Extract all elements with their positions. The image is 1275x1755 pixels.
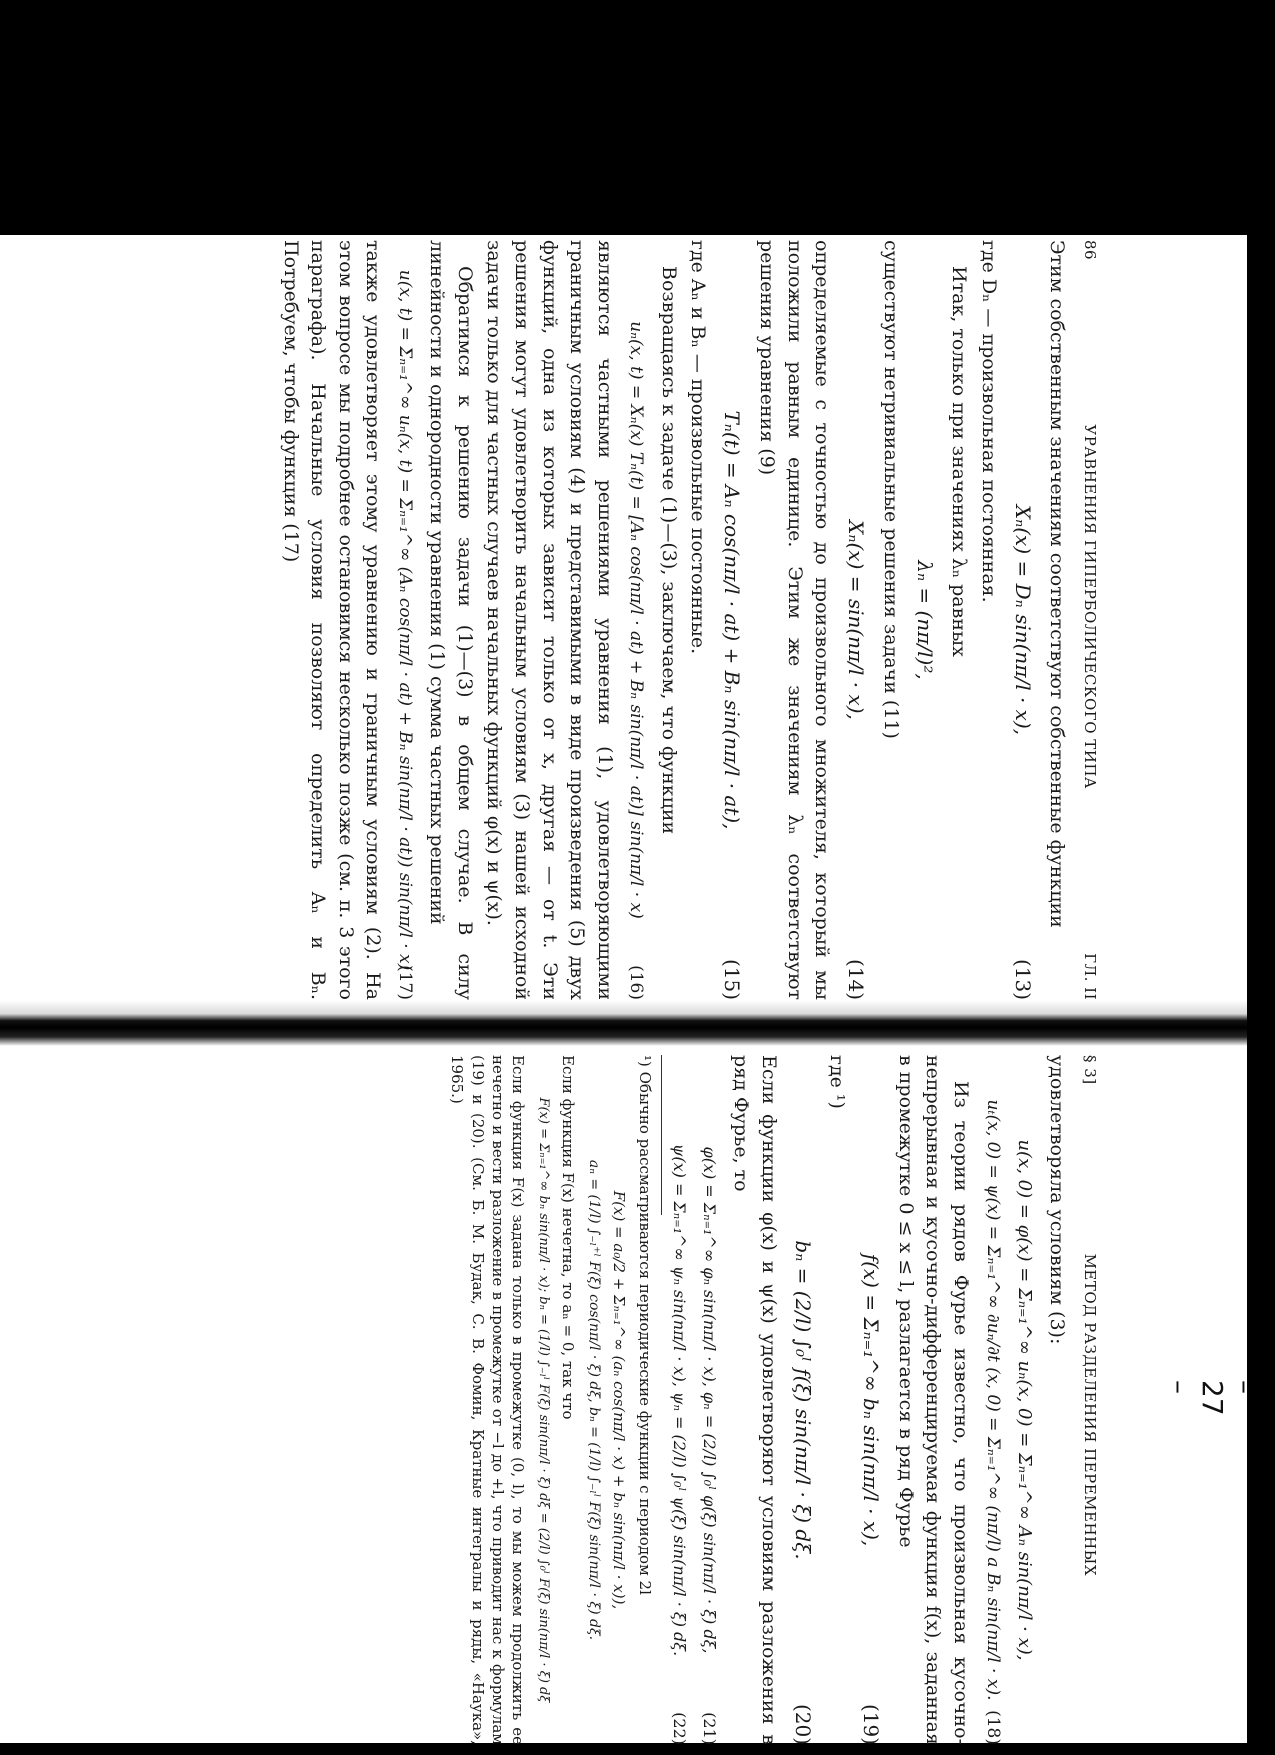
equation-18: uₜ(x, 0) = ψ(x) = Σₙ₌₁^∞ ∂uₙ/∂t (x, 0) = Σₙ₌₁^∞ (nπ/l) a Bₙ sin(nπ/l · x). (18) [982, 1099, 1003, 1745]
running-head: МЕТОД РАЗДЕЛЕНИЯ ПЕРЕМЕННЫХ [1081, 1253, 1099, 1577]
footnote: ¹) Обычно рассматриваются периодические функции с периодом 2l F(x) = a₀/2 + Σₙ₌₁^∞ (aₙ cos(nπ/l · x) + bₙ sin(nπ/l · x)), aₙ = (1/l) ∫₋ₗ⁺ˡ F(ξ) cos(nπ/l · ξ) dξ, bₙ = (1/l) ∫₋ₗˡ F(ξ) sin(nπ/l · ξ) dξ. Если функция F(x) нечетна, то aₙ = 0, так что F(x) = Σₙ₌₁^∞ bₙ sin(nπ/l · x); bₙ = (1/l) ∫₋ₗˡ F(ξ) sin(nπ/l · ξ) dξ = (2/l) ∫₀ˡ F(ξ) sin(nπ/l · ξ) dξ Если функция F(x) задана только в промежутке (0, l), то мы можем продолжить ее нечетно и вести разложение в промежутке от −l до +l, что приводит нас к формулам (19) и (20). (См. Б. М. Будак, С. В. Фомин, Кратные интегралы и ряды, «Наука», 1965.) [448, 1055, 655, 1745]
paragraph: определяемые с точностью до произвольного множителя, который мы положили равным единице. Этим же значениям λₙ соответствуют решения уравнения (9) [755, 240, 834, 1000]
page-number: 86 [1081, 240, 1099, 261]
paragraph: Из теории рядов Фурье известно, что произвольная кусочно-непрерывная и кусочно-дифференцируемая функция f(x), заданная в промежутке 0 ≤ x ≤ l, разлагается в ряд Фурье [894, 1055, 972, 1745]
page-header [1078, 240, 1100, 1000]
chapter-label: ГЛ. II [1081, 953, 1099, 1000]
paragraph: Если функции φ(x) и ψ(x) удовлетворяют условиям разложения в ряд Фурье, то [730, 1055, 780, 1745]
page-86 [90, 240, 1100, 1000]
equation-19: f(x) = Σₙ₌₁^∞ bₙ sin(nπ/l · x), (19) [859, 1253, 884, 1745]
scan-shadow-top [0, 0, 1275, 235]
equation-13: Xₙ(x) = Dₙ sin(nπ/l · x), (13) [1010, 504, 1035, 1000]
equation-22: ψ(x) = Σₙ₌₁^∞ ψₙ sin(nπ/l · x), ψₙ = (2/l) ∫₀ˡ ψ(ξ) sin(nπ/l · ξ) dξ. (22) [670, 1143, 690, 1745]
equation-16: uₙ(x, t) = Xₙ(x) Tₙ(t) = [Aₙ cos(nπ/l · at) + Bₙ sin(nπ/l · at)] sin(nπ/l · x) (16) [626, 321, 647, 1000]
page-87 [55, 1055, 1100, 1745]
running-head: УРАВНЕНИЯ ГИПЕРБОЛИЧЕСКОГО ТИПА [1081, 424, 1099, 789]
section-label: § 3] [1081, 1055, 1099, 1085]
paragraph: существуют нетривиальные решения задачи (11) [879, 240, 902, 739]
equation-17: u(x, t) = Σₙ₌₁^∞ uₙ(x, t) = Σₙ₌₁^∞ (Aₙ cos(nπ/l · at) + Bₙ sin(nπ/l · at)) sin(nπ/l · x) (17) [394, 269, 415, 1000]
paragraph: Итак, только при значениях λₙ равных [948, 266, 971, 657]
equation-20: bₙ = (2/l) ∫₀ˡ f(ξ) sin(nπ/l · ξ) dξ. (20) [790, 1240, 815, 1745]
footnote-rule [661, 1055, 662, 1215]
equation-u0: u(x, 0) = φ(x) = Σₙ₌₁^∞ uₙ(x, 0) = Σₙ₌₁^∞ Aₙ sin(nπ/l · x), [1013, 1139, 1035, 1661]
paragraph: Возвращаясь к задаче (1)—(3), заключаем, что функции [657, 266, 680, 835]
equation-14: Xₙ(x) = sin(nπ/l · x), (14) [844, 520, 869, 1000]
paragraph: являются частными решениями уравнения (1), удовлетворяющими граничным условиям (4) и представимыми в виде произведения (5) двух функций, одна из которых зависит только от x, другая — от t. Эти решения могут удовлетворить начальным условиям (3) нашей исходной задачи только для частных случаев начальных функций φ(x) и ψ(x). [483, 240, 616, 1000]
equation-21: φ(x) = Σₙ₌₁^∞ φₙ sin(nπ/l · x), φₙ = (2/l) ∫₀ˡ φ(ξ) sin(nπ/l · ξ) dξ, (21) [699, 1146, 719, 1745]
page-header [1078, 1055, 1100, 1745]
paragraph: также удовлетворяет этому уравнению и граничным условиям (2). На этом вопросе мы подробнее остановимся несколько позже (см. п. 3 этого параграфа). Начальные условия позволяют определить Aₙ и Bₙ. Потребуем, чтобы функция (17) [279, 240, 385, 1000]
paragraph: Обратимся к решению задачи (1)—(3) в общем случае. В силу линейности и однородности уравнения (1) сумма частных решений [426, 240, 476, 1000]
equation-lambda: λₙ = (nπ/l)², [912, 560, 937, 680]
paragraph: где Dₙ — произвольная постоянная. [977, 240, 1000, 603]
handwritten-page-mark: – 27 – [1163, 1380, 1262, 1416]
book-gutter [0, 1000, 1275, 1046]
scan-shadow-right [1247, 170, 1275, 1755]
paragraph: где Aₙ и Bₙ — произвольные постоянные. [687, 240, 710, 655]
paragraph: где ¹) [826, 1055, 849, 1109]
equation-15: Tₙ(t) = Aₙ cos(nπ/l · at) + Bₙ sin(nπ/l · at), (15) [720, 410, 745, 1000]
paragraph: удовлетворяла условиям (3): [1046, 1055, 1069, 1345]
paragraph: Этим собственным значениям соответствуют собственные функции [1046, 240, 1069, 928]
